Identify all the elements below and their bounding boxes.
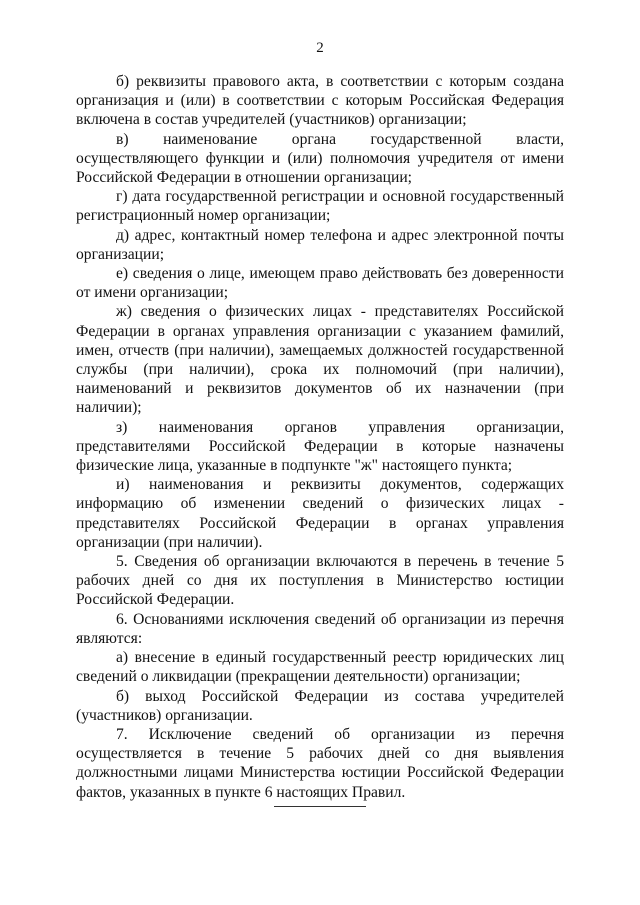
paragraph-item-e: е) сведения о лице, имеющем право действовать без доверенности от имени организации; <box>76 265 564 302</box>
paragraph-item-zh: ж) сведения о физических лицах - представителях Российской Федерации в органах управления организации с указанием фамилий, имен, отчеств (при наличии), замещаемых должностей государственной службы (при наличии), срока их полномочий (при наличии), наименований и реквизитов документов об их назначении (при наличии); <box>76 303 564 417</box>
paragraph-item-z: з) наименования органов управления организации, представителями Российской Федерации в которые назначены физические лица, указанные в подпункте "ж" настоящего пункта; <box>76 418 564 475</box>
paragraph-clause-6-b: б) выход Российской Федерации из состава учредителей (участников) организации. <box>76 687 564 724</box>
paragraph-item-g: г) дата государственной регистрации и основной государственный регистрационный номер организации; <box>76 188 564 225</box>
paragraph-item-v: в) наименование органа государственной власти, осуществляющего функции и (или) полномочия учредителя от имени Российской Федерации в отношении организации; <box>76 130 564 187</box>
paragraph-item-i: и) наименования и реквизиты документов, содержащих информацию об изменении сведений о физических лицах - представителях Российской Федерации в органах управления организации (при наличии). <box>76 476 564 551</box>
paragraph-clause-6: 6. Основаниями исключения сведений об организации из перечня являются: <box>76 610 564 647</box>
paragraph-item-d: д) адрес, контактный номер телефона и адрес электронной почты организации; <box>76 226 564 263</box>
paragraph-item-b: б) реквизиты правового акта, в соответствии с которым создана организация и (или) в соответствии с которым Российская Федерация включена в состав учредителей (участников) организации; <box>76 73 564 129</box>
paragraph-clause-6-a: а) внесение в единый государственный реестр юридических лиц сведений о ликвидации (прекращении деятельности) организации; <box>76 649 564 686</box>
end-of-document-rule <box>274 806 366 807</box>
paragraph-clause-7: 7. Исключение сведений об организации из перечня осуществляется в течение 5 рабочих дней со дня выявления должностными лицами Министерства юстиции Российской Федерации фактов, указанных в пункте 6 настоящих Правил. <box>76 725 564 801</box>
paragraph-clause-5: 5. Сведения об организации включаются в перечень в течение 5 рабочих дней со дня их поступления в Министерство юстиции Российской Федерации. <box>76 553 564 609</box>
page-number: 2 <box>316 40 324 56</box>
document-body <box>76 72 564 802</box>
